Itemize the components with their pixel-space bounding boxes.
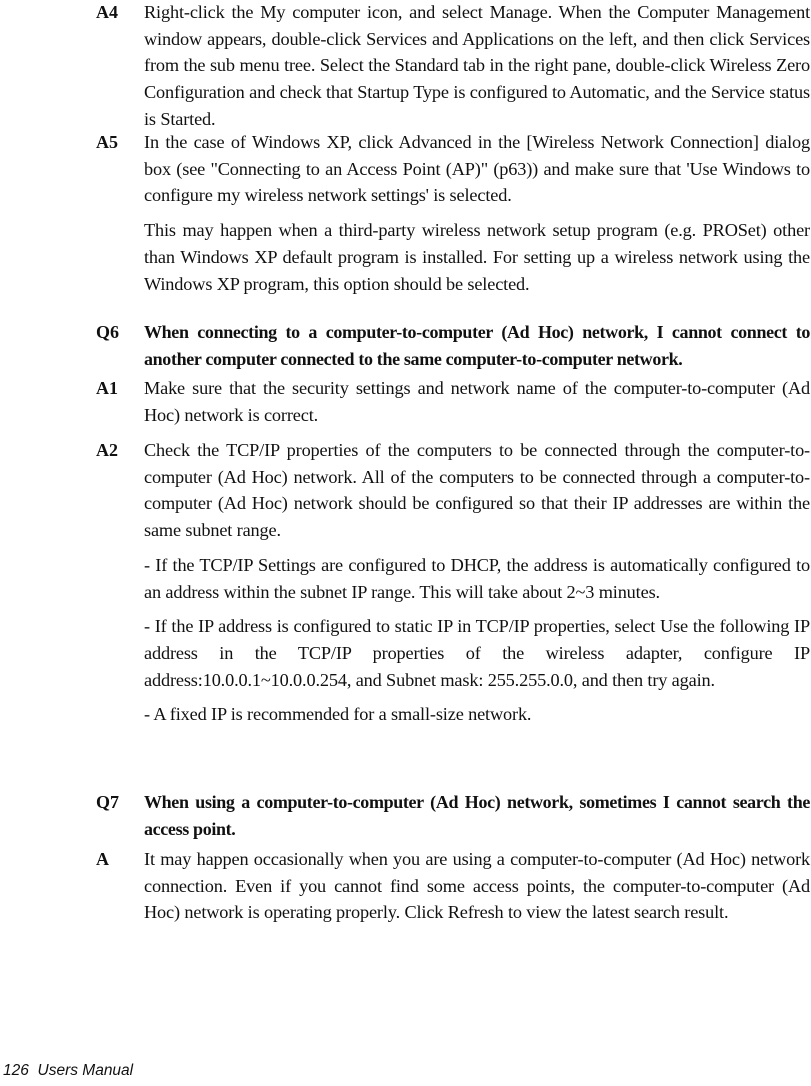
entry-body — [144, 437, 810, 728]
paragraph: - If the IP address is configured to static IP in TCP/IP properties, select Use the following IP address in the TCP/IP properties of the wireless adapter, configure IP address:10.0.0.1~10.0.0.254, and Subnet mask: 255.255.0.0, and then try again. — [144, 616, 810, 690]
answer-a5 — [96, 129, 810, 297]
entry-body — [144, 129, 810, 297]
entry-label: A1 — [96, 378, 118, 398]
answer-a — [96, 846, 810, 926]
answer-a1 — [96, 375, 810, 428]
answer-a4 — [96, 0, 810, 133]
question-q7 — [96, 789, 810, 842]
paragraph: Check the TCP/IP properties of the computers to be connected through the computer-to-computer (Ad Hoc) network. All of the computers to be connected through a computer-to-computer (Ad Hoc) network should be configured so that their IP addresses are within the same subnet range. — [144, 440, 810, 541]
paragraph: This may happen when a third-party wireless network setup program (e.g. PROSet) other than Windows XP default program is installed. For setting up a wireless network using the Windows XP program, this option should be selected. — [144, 220, 810, 294]
entry-label: A5 — [96, 132, 118, 152]
question-text: When using a computer-to-computer (Ad Hoc) network, sometimes I cannot search the access point. — [144, 792, 810, 839]
entry-label: A — [96, 849, 109, 869]
entry-label: Q6 — [96, 322, 120, 342]
page-number: 126 — [3, 1062, 29, 1079]
entry-label: Q7 — [96, 792, 120, 812]
paragraph: - A fixed IP is recommended for a small-size network. — [144, 704, 532, 725]
entry-body — [144, 846, 810, 926]
paragraph: Right-click the My computer icon, and select Manage. When the Computer Management window appears, double-click Services and Applications on the left, and then click Services from the sub menu tree. Select the Standard tab in the right pane, double-click Wireless Zero Configuration and check that Startup Type is configured to Automatic, and the Service status is Started. — [144, 2, 810, 129]
paragraph: - If the TCP/IP Settings are configured to DHCP, the address is automatically configured to an address within the subnet IP range. This will take about 2~3 minutes. — [144, 554, 810, 602]
question-q6 — [96, 319, 810, 372]
entry-label: A2 — [96, 440, 118, 460]
paragraph: In the case of Windows XP, click Advanced in the [Wireless Network Connection] dialog box (see "Connecting to an Access Point (AP)" (p63)) and make sure that 'Use Windows to configure my wireless network settings' is selected. — [144, 132, 810, 206]
entry-body — [144, 319, 810, 372]
manual-title: Users Manual — [37, 1062, 134, 1079]
answer-a2 — [96, 437, 810, 728]
entry-body — [144, 789, 810, 842]
entry-label: A4 — [96, 2, 118, 22]
paragraph: It may happen occasionally when you are using a computer-to-computer (Ad Hoc) network connection. Even if you cannot find some access points, the computer-to-computer (Ad Hoc) network is operating properly. Click Refresh to view the latest search result. — [144, 849, 810, 923]
question-text: When connecting to a computer-to-computer (Ad Hoc) network, I cannot connect to another computer connected to the same computer-to-computer network. — [144, 322, 810, 369]
page-footer — [3, 1062, 133, 1080]
entry-body — [144, 0, 810, 133]
entry-body — [144, 375, 810, 428]
paragraph: Make sure that the security settings and network name of the computer-to-computer (Ad Hoc) network is correct. — [144, 378, 810, 425]
